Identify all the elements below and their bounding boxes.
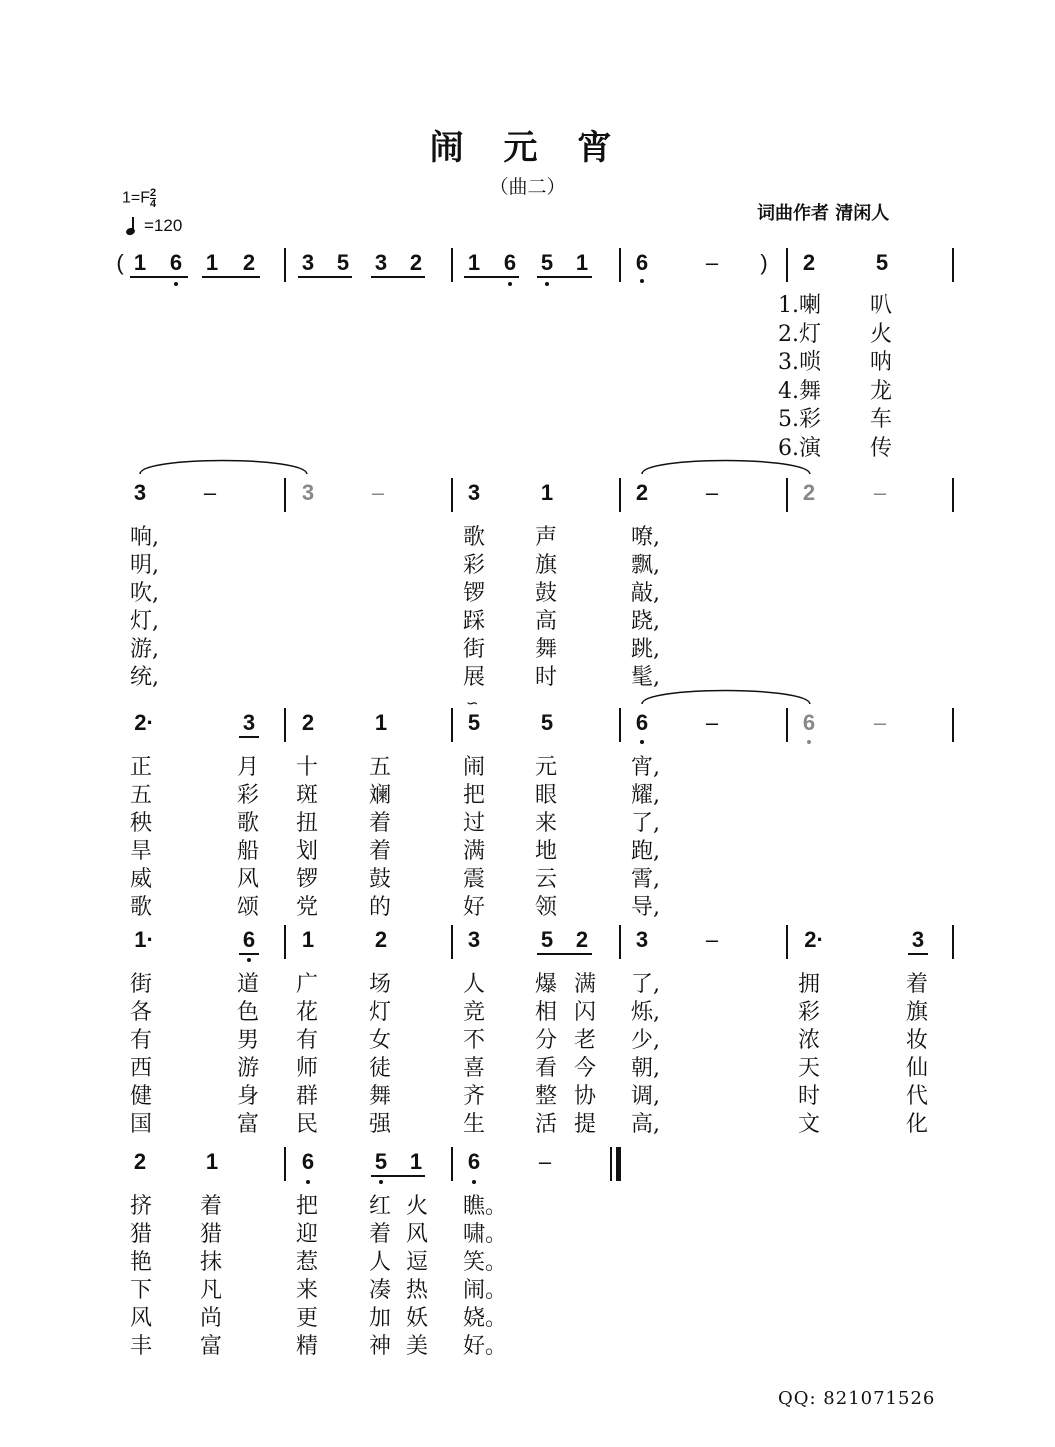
lyric: 划	[296, 839, 319, 864]
dash: –	[873, 480, 887, 505]
lyric: 眼	[535, 783, 558, 808]
lyric: 场	[369, 972, 392, 997]
lyric: 满	[463, 839, 486, 864]
lyric: 惹	[296, 1250, 319, 1275]
dash: –	[705, 250, 719, 275]
lyric: 人	[369, 1250, 392, 1275]
lyric: 国	[130, 1112, 153, 1137]
lyric: 下	[130, 1278, 153, 1303]
lyric: 歌	[130, 895, 153, 920]
note: 1	[575, 250, 589, 275]
lyric: 风	[237, 867, 260, 892]
lyric: 笑。	[463, 1250, 508, 1275]
lyric: 了,	[631, 972, 660, 997]
lyric: 少,	[631, 1028, 660, 1053]
lyric: 瞧。	[463, 1194, 508, 1219]
lyric: 灯,	[130, 609, 159, 634]
lyric: 歌	[463, 525, 486, 550]
lyric: 精	[296, 1334, 319, 1359]
lyric: 跑,	[631, 839, 660, 864]
note: 1	[409, 1149, 423, 1174]
lyric: 师	[296, 1056, 319, 1081]
lyric: 嘹,	[631, 525, 660, 550]
lyric: 党	[296, 895, 319, 920]
lyric: 把	[463, 783, 486, 808]
lyric: 船	[237, 839, 260, 864]
lyric: 着	[369, 839, 392, 864]
lyric: 五	[369, 755, 392, 780]
lyric: 好	[463, 895, 486, 920]
lyric: 群	[296, 1084, 319, 1109]
lyric: 生	[463, 1112, 486, 1137]
lyric: 分	[535, 1028, 558, 1053]
note: 6	[301, 1149, 315, 1174]
lyric: 调,	[631, 1084, 660, 1109]
lyric: 锣	[296, 867, 319, 892]
lyric: 彩	[798, 1000, 821, 1025]
lyric: 好。	[463, 1334, 508, 1359]
lyric: 把	[296, 1194, 319, 1219]
dash: –	[705, 710, 719, 735]
note: 2	[374, 927, 388, 952]
note: 3	[301, 250, 315, 275]
lyric: 神	[369, 1334, 392, 1359]
lyric: 元	[535, 755, 558, 780]
dash: –	[203, 480, 217, 505]
lyric: 丰	[130, 1334, 153, 1359]
lyric: 火	[406, 1194, 429, 1219]
lyric: 更	[296, 1306, 319, 1331]
lyric: 艳	[130, 1250, 153, 1275]
lyric: 过	[463, 811, 486, 836]
note: 6	[635, 710, 649, 735]
lyric: 舞	[369, 1084, 392, 1109]
lyric: 五	[130, 783, 153, 808]
lyric: 男	[237, 1028, 260, 1053]
lyric: 老	[574, 1028, 597, 1053]
lyric: 迎	[296, 1222, 319, 1247]
lyric: 热	[406, 1278, 429, 1303]
lyric: 5.彩	[778, 407, 821, 432]
lyric: 满	[574, 972, 597, 997]
dash: –	[371, 480, 385, 505]
note: 2	[802, 480, 816, 505]
lyric: 髦,	[631, 665, 660, 690]
lyric: 活	[535, 1112, 558, 1137]
lyric: 声	[535, 525, 558, 550]
lyric: 锣	[463, 581, 486, 606]
note: 3	[467, 927, 481, 952]
lyric: 闪	[574, 1000, 597, 1025]
note: 5	[540, 250, 554, 275]
note: 1	[301, 927, 315, 952]
note: 1	[467, 250, 481, 275]
lyric: 强	[369, 1112, 392, 1137]
lyric: 威	[130, 867, 153, 892]
lyric: 叭	[870, 293, 893, 318]
dash: –	[538, 1149, 552, 1174]
lyric: 色	[237, 1000, 260, 1025]
note: 1·	[134, 927, 154, 952]
lyric: 人	[463, 972, 486, 997]
lyric: 导,	[631, 895, 660, 920]
tie-arc	[140, 461, 307, 475]
lyric: 朝,	[631, 1056, 660, 1081]
lyric: 来	[535, 811, 558, 836]
note: 2	[242, 250, 256, 275]
lyric: 斓	[369, 783, 392, 808]
lyric: 舞	[535, 637, 558, 662]
lyric: 民	[296, 1112, 319, 1137]
lyric: 有	[296, 1028, 319, 1053]
lyric: 不	[463, 1028, 486, 1053]
lyric: 富	[237, 1112, 260, 1137]
lyric: 猎	[130, 1222, 153, 1247]
lyric: 高	[535, 609, 558, 634]
lyric: 逗	[406, 1250, 429, 1275]
song-title: 闹 元 宵	[429, 128, 626, 168]
lyric: 着	[200, 1194, 223, 1219]
lyric: 妆	[906, 1028, 929, 1053]
lyric: 各	[130, 1000, 153, 1025]
lyric: 仙	[906, 1056, 929, 1081]
lyric: 女	[369, 1028, 392, 1053]
lyric: 旗	[535, 553, 558, 578]
lyric: 彩	[463, 553, 486, 578]
lyric: 鼓	[369, 867, 392, 892]
note: 3	[242, 710, 256, 735]
lyric: 秧	[130, 811, 153, 836]
song-subtitle: （曲二）	[489, 176, 566, 198]
lyric: 宵,	[631, 755, 660, 780]
lyric: 来	[296, 1278, 319, 1303]
lyric: 高,	[631, 1112, 660, 1137]
note: 1	[540, 480, 554, 505]
lyric: 烁,	[631, 1000, 660, 1025]
note: 3	[635, 927, 649, 952]
lyric: 尚	[200, 1306, 223, 1331]
lyric: 彩	[237, 783, 260, 808]
lyric: 传	[870, 435, 893, 461]
lyric: 火	[870, 321, 893, 347]
lyric: 凡	[200, 1278, 223, 1303]
lyric: 2.灯	[778, 321, 821, 347]
lyric: 吹,	[130, 581, 159, 606]
note: 3	[911, 927, 925, 952]
note: 3	[467, 480, 481, 505]
lyric: 有	[130, 1028, 153, 1053]
lyric: 游,	[130, 637, 159, 662]
lyric: 旱	[130, 839, 153, 864]
time-sig-top: 2	[150, 187, 157, 199]
author-credit: 词曲作者 清闲人	[757, 203, 890, 224]
note: 2	[802, 250, 816, 275]
lyric: 浓	[798, 1028, 821, 1053]
lyric: 领	[535, 895, 558, 920]
lyric: 6.演	[778, 435, 821, 461]
tie-arc	[642, 691, 810, 705]
lyric: 广	[296, 972, 319, 997]
lyric: 响,	[130, 525, 159, 550]
lyric: 爆	[535, 972, 558, 997]
lyric: 扭	[296, 811, 319, 836]
note: 2	[301, 710, 315, 735]
lyric: 颂	[237, 895, 260, 920]
lyric: 道	[237, 972, 260, 997]
lyric: 齐	[463, 1084, 486, 1109]
lyric: 竞	[463, 1000, 486, 1025]
lyric: 耀,	[631, 783, 660, 808]
lyric: 车	[870, 407, 893, 432]
contact-qq: QQ: 821071526	[778, 1388, 936, 1409]
note: 6	[169, 250, 183, 275]
lyric: 美	[406, 1334, 429, 1359]
lyric: 歌	[237, 811, 260, 836]
lyric: 提	[574, 1112, 597, 1137]
lyric: 灯	[369, 1000, 392, 1025]
lyric: 加	[369, 1306, 392, 1331]
lyric: 龙	[870, 378, 893, 404]
lyric: 旗	[906, 1000, 929, 1025]
lyric: 西	[130, 1056, 153, 1081]
lyric: 喜	[463, 1056, 486, 1081]
lyric: 4.舞	[778, 378, 821, 404]
lyric: 展	[463, 665, 486, 690]
lyric: 鼓	[535, 581, 558, 606]
note: 2	[635, 480, 649, 505]
lyric: 跷,	[631, 609, 660, 634]
lyric: 相	[535, 1000, 558, 1025]
note: 6	[503, 250, 517, 275]
lyric: 徒	[369, 1056, 392, 1081]
lyric: 凑	[369, 1278, 392, 1303]
lyric: 挤	[130, 1194, 153, 1219]
lyric: 时	[535, 665, 558, 690]
lyric: 文	[798, 1112, 821, 1137]
paren-close: )	[760, 250, 768, 275]
lyric: 化	[906, 1112, 929, 1137]
lyric: 猎	[200, 1222, 223, 1247]
lyric: 游	[237, 1056, 260, 1081]
note: 3	[374, 250, 388, 275]
dash: –	[705, 927, 719, 952]
note: 5	[336, 250, 350, 275]
lyric: 霄,	[631, 867, 660, 892]
lyric: 着	[369, 1222, 392, 1247]
dash: –	[705, 480, 719, 505]
tempo-value: =120	[144, 216, 183, 235]
lyric: 代	[906, 1084, 929, 1109]
note: 2	[133, 1149, 147, 1174]
lyric: 看	[535, 1056, 558, 1081]
lyric: 街	[130, 972, 153, 997]
lyric: 飘,	[631, 553, 660, 578]
lyric: 整	[535, 1084, 558, 1109]
note: 1	[205, 1149, 219, 1174]
lyric: 富	[200, 1334, 223, 1359]
lyric: 风	[130, 1306, 153, 1331]
lyric: 明,	[130, 553, 159, 578]
lyric: 地	[535, 839, 558, 864]
note: 2·	[134, 710, 154, 735]
lyric: 时	[798, 1084, 821, 1109]
note: 6	[635, 250, 649, 275]
lyric: 正	[130, 755, 153, 780]
note: 3	[301, 480, 315, 505]
note: 6	[802, 710, 816, 735]
lyric: 斑	[296, 783, 319, 808]
lyric: 呐	[870, 350, 893, 375]
lyric: 协	[574, 1084, 597, 1109]
lyric: 十	[296, 755, 319, 780]
note: 5	[467, 710, 481, 735]
lyric: 街	[463, 637, 486, 662]
note: 2	[409, 250, 423, 275]
lyric: 云	[535, 867, 558, 892]
note: 3	[133, 480, 147, 505]
lyric: 敲,	[631, 581, 660, 606]
lyric: 闹。	[463, 1278, 508, 1303]
note: 5	[875, 250, 889, 275]
lyric: 跳,	[631, 637, 660, 662]
lyric: 了,	[631, 811, 660, 836]
tie-arc	[642, 461, 810, 475]
note: 5	[374, 1149, 388, 1174]
note: 1	[205, 250, 219, 275]
lyric: 今	[574, 1056, 597, 1081]
lyric: 啸。	[463, 1222, 508, 1247]
note: 2	[575, 927, 589, 952]
lyric: 着	[906, 972, 929, 997]
note: 1	[374, 710, 388, 735]
lyric: 的	[369, 895, 392, 920]
key-label: 1=F	[122, 189, 151, 207]
lyric: 娆。	[463, 1306, 508, 1331]
lyric: 踩	[463, 609, 486, 634]
lyric: 红	[369, 1194, 392, 1219]
lyric: 妖	[406, 1306, 429, 1331]
lyric: 抹	[200, 1250, 223, 1275]
note: 6	[242, 927, 256, 952]
lyric: 健	[130, 1084, 153, 1109]
lyric: 着	[369, 811, 392, 836]
paren-open: (	[116, 250, 124, 275]
note: 5	[540, 927, 554, 952]
note: 2·	[804, 927, 824, 952]
lyric: 拥	[798, 972, 821, 997]
lyric: 花	[296, 1000, 319, 1025]
lyric: 月	[237, 755, 260, 780]
lyric: 1.喇	[778, 293, 821, 318]
note: 1	[133, 250, 147, 275]
ornament-mark: ∽	[466, 695, 479, 712]
lyric: 风	[406, 1222, 429, 1247]
lyric: 震	[463, 867, 486, 892]
dash: –	[873, 710, 887, 735]
lyric: 闹	[463, 755, 486, 780]
note: 6	[467, 1149, 481, 1174]
lyric: 天	[798, 1056, 821, 1081]
time-sig-bottom: 4	[150, 198, 157, 210]
lyric: 3.唢	[778, 350, 821, 375]
note: 5	[540, 710, 554, 735]
lyric: 身	[237, 1084, 260, 1109]
lyric: 统,	[130, 665, 159, 690]
